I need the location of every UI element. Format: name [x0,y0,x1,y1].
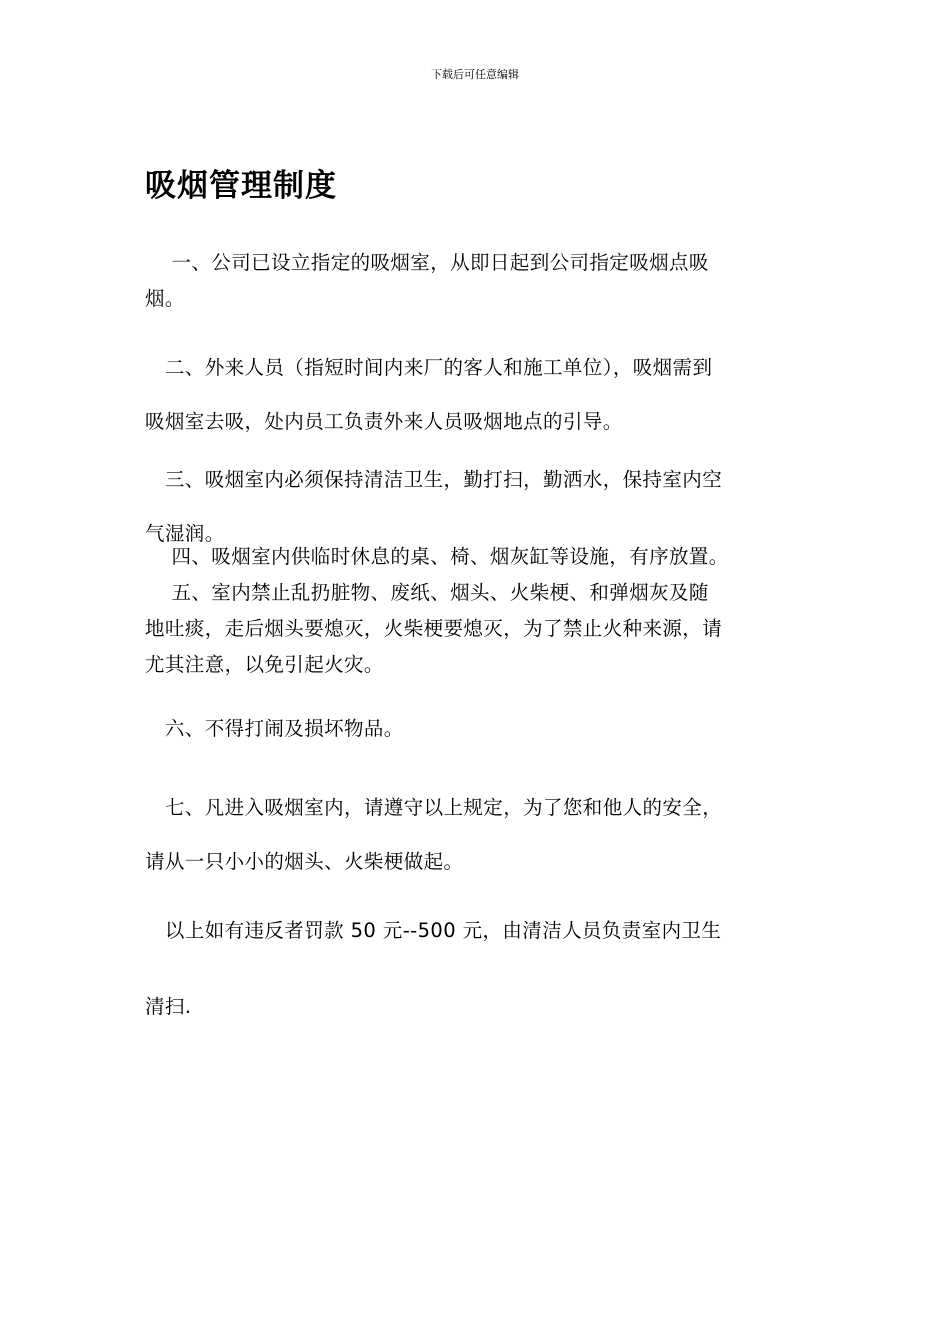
paragraph-line: 五、室内禁止乱扔脏物、废纸、烟头、火柴梗、和弹烟灰及随 [145,581,709,604]
paragraph-6 [145,711,805,747]
paragraph-line: 请从一只小小的烟头、火柴梗做起。 [145,850,464,873]
paragraph-line: 尤其注意，以免引起火灾。 [145,653,384,676]
paragraph-line: 二、外来人员（指短时间内来厂的客人和施工单位），吸烟需到 [145,356,713,379]
paragraph-2 [145,341,805,449]
paragraph-line: 烟。 [145,287,185,310]
paragraph-7 [145,781,805,889]
paragraph-line: 吸烟室去吸，处内员工负责外来人员吸烟地点的引导。 [145,410,623,433]
paragraph-line: 以上如有违反者罚款 50 元--500 元，由清洁人员负责室内卫生 [145,919,722,942]
paragraph-5 [145,575,805,683]
paragraph-8 [145,893,805,1045]
header-note: 下载后可任意编辑 [431,68,519,81]
paragraph-line: 气湿润。 [145,522,225,545]
paragraph-line: 地吐痰，走后烟头要熄灭，火柴梗要熄灭，为了禁止火种来源，请 [145,617,723,640]
paragraph-line: 四、吸烟室内供临时休息的桌、椅、烟灰缸等设施，有序放置。 [145,545,729,568]
paragraph-line: 清扫. [145,995,192,1018]
paragraph-line: 一、公司已设立指定的吸烟室，从即日起到公司指定吸烟点吸 [145,251,709,274]
paragraph-1 [145,245,805,317]
paragraph-4 [145,539,805,575]
paragraph-line: 七、凡进入吸烟室内，请遵守以上规定，为了您和他人的安全， [145,796,723,819]
paragraph-line: 三、吸烟室内必须保持清洁卫生，勤打扫，勤洒水，保持室内空 [145,468,723,491]
page-title: 吸烟管理制度 [145,168,337,204]
paragraph-line: 六、不得打闹及损坏物品。 [145,717,404,740]
